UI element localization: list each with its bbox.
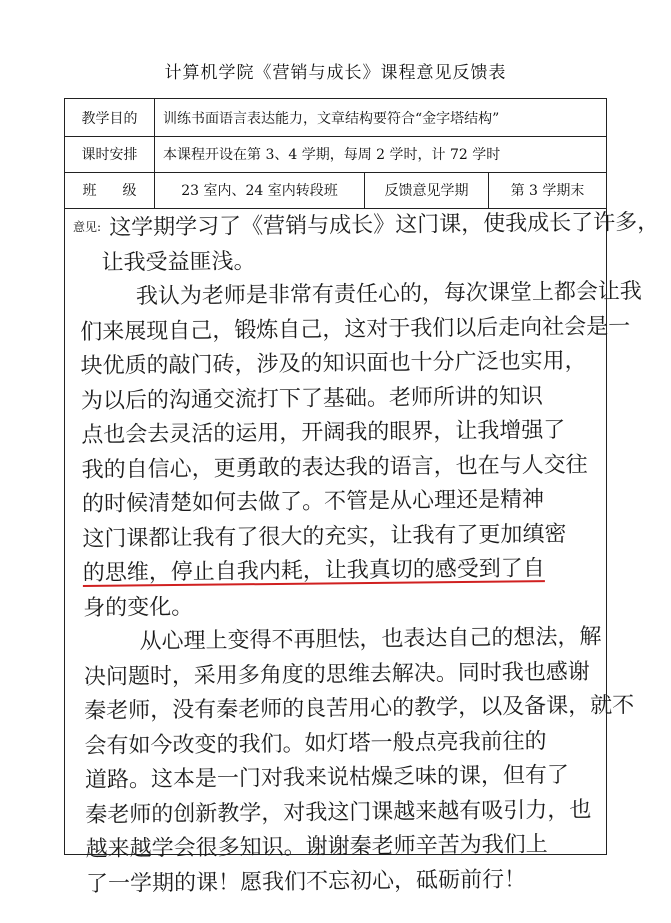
opinion-line: 这门课都让我有了很大的充实，让我有了更加缜密: [82, 521, 567, 552]
opinion-line: 块优质的敲门砖，涉及的知识面也十分广泛也实用，: [80, 348, 587, 379]
purpose-label: 教学目的: [65, 99, 155, 136]
purpose-value: 训练书面语言表达能力，文章结构要符合“金字塔结构”: [163, 110, 500, 127]
opinion-line: 了一学期的课！愿我们不忘初心，砥砺前行！: [85, 866, 527, 897]
opinion-line: 从心理上变得不再胆怯，也表达自己的想法，解: [139, 624, 602, 655]
opinion-line: 道路。这本是一门对我来说枯燥乏味的课，但有了: [84, 762, 570, 793]
handwritten-opinion: [79, 207, 660, 902]
opinion-line: 秦老师的创新教学，对我这门课越来越有吸引力，也: [85, 797, 592, 828]
opinion-line: 我认为老师是非常有责任心的，每次课堂上都会让我: [135, 279, 643, 310]
term-label: 反馈意见学期: [365, 172, 489, 208]
opinion-line-underlined: 的思维，停止自我内耗，让我真切的感受到了自: [82, 556, 545, 586]
opinion-line: 的时候清楚如何去做了。不管是从心理还是精神: [81, 487, 545, 517]
opinion-line: 秦老师，没有秦老师的良苦用心的教学，以及备课，就不: [84, 693, 635, 724]
class-label: 班级: [65, 172, 155, 208]
opinion-section: [65, 208, 660, 897]
opinion-line: 越来越学会很多知识。谢谢秦老师辛苦为我们上: [85, 832, 548, 862]
document-title: 计算机学院《营销与成长》课程意见反馈表: [164, 63, 507, 83]
term-value: 第 3 学期末: [510, 183, 585, 199]
opinion-line: 会有如今改变的我们。如灯塔一般点亮我前往的: [84, 728, 547, 759]
opinion-line: 们来展现自己，锻炼自己，这对于我们以后走向社会是一: [80, 313, 631, 345]
feedback-form-table: [64, 98, 660, 897]
class-row: [65, 172, 606, 209]
class-value: 23 室内、24 室内转段班: [155, 172, 365, 208]
schedule-value: 本课程开设在第 3、4 学期，每周 2 学时，计 72 学时: [163, 147, 501, 163]
opinion-line: 这学期学习了《营销与成长》这门课，使我成长了许多，: [109, 209, 660, 241]
opinion-line: 我的自信心，更勇敢的表达我的语言，也在与人交往: [81, 452, 588, 483]
opinion-line: 点也会去灵活的运用，开阔我的眼界，让我增强了: [81, 417, 566, 448]
schedule-row: [65, 136, 606, 173]
opinion-line: 决问题时，采用多角度的思维去解决。同时我也感谢: [83, 659, 590, 690]
opinion-label: 意见:: [73, 220, 102, 234]
schedule-label: 课时安排: [65, 136, 155, 172]
opinion-line: 让我受益匪浅。: [101, 248, 256, 276]
purpose-row: [65, 99, 606, 137]
opinion-line: 身的变化。: [83, 594, 194, 621]
opinion-line: 为以后的沟通交流打下了基础。老师所讲的知识: [80, 383, 544, 414]
